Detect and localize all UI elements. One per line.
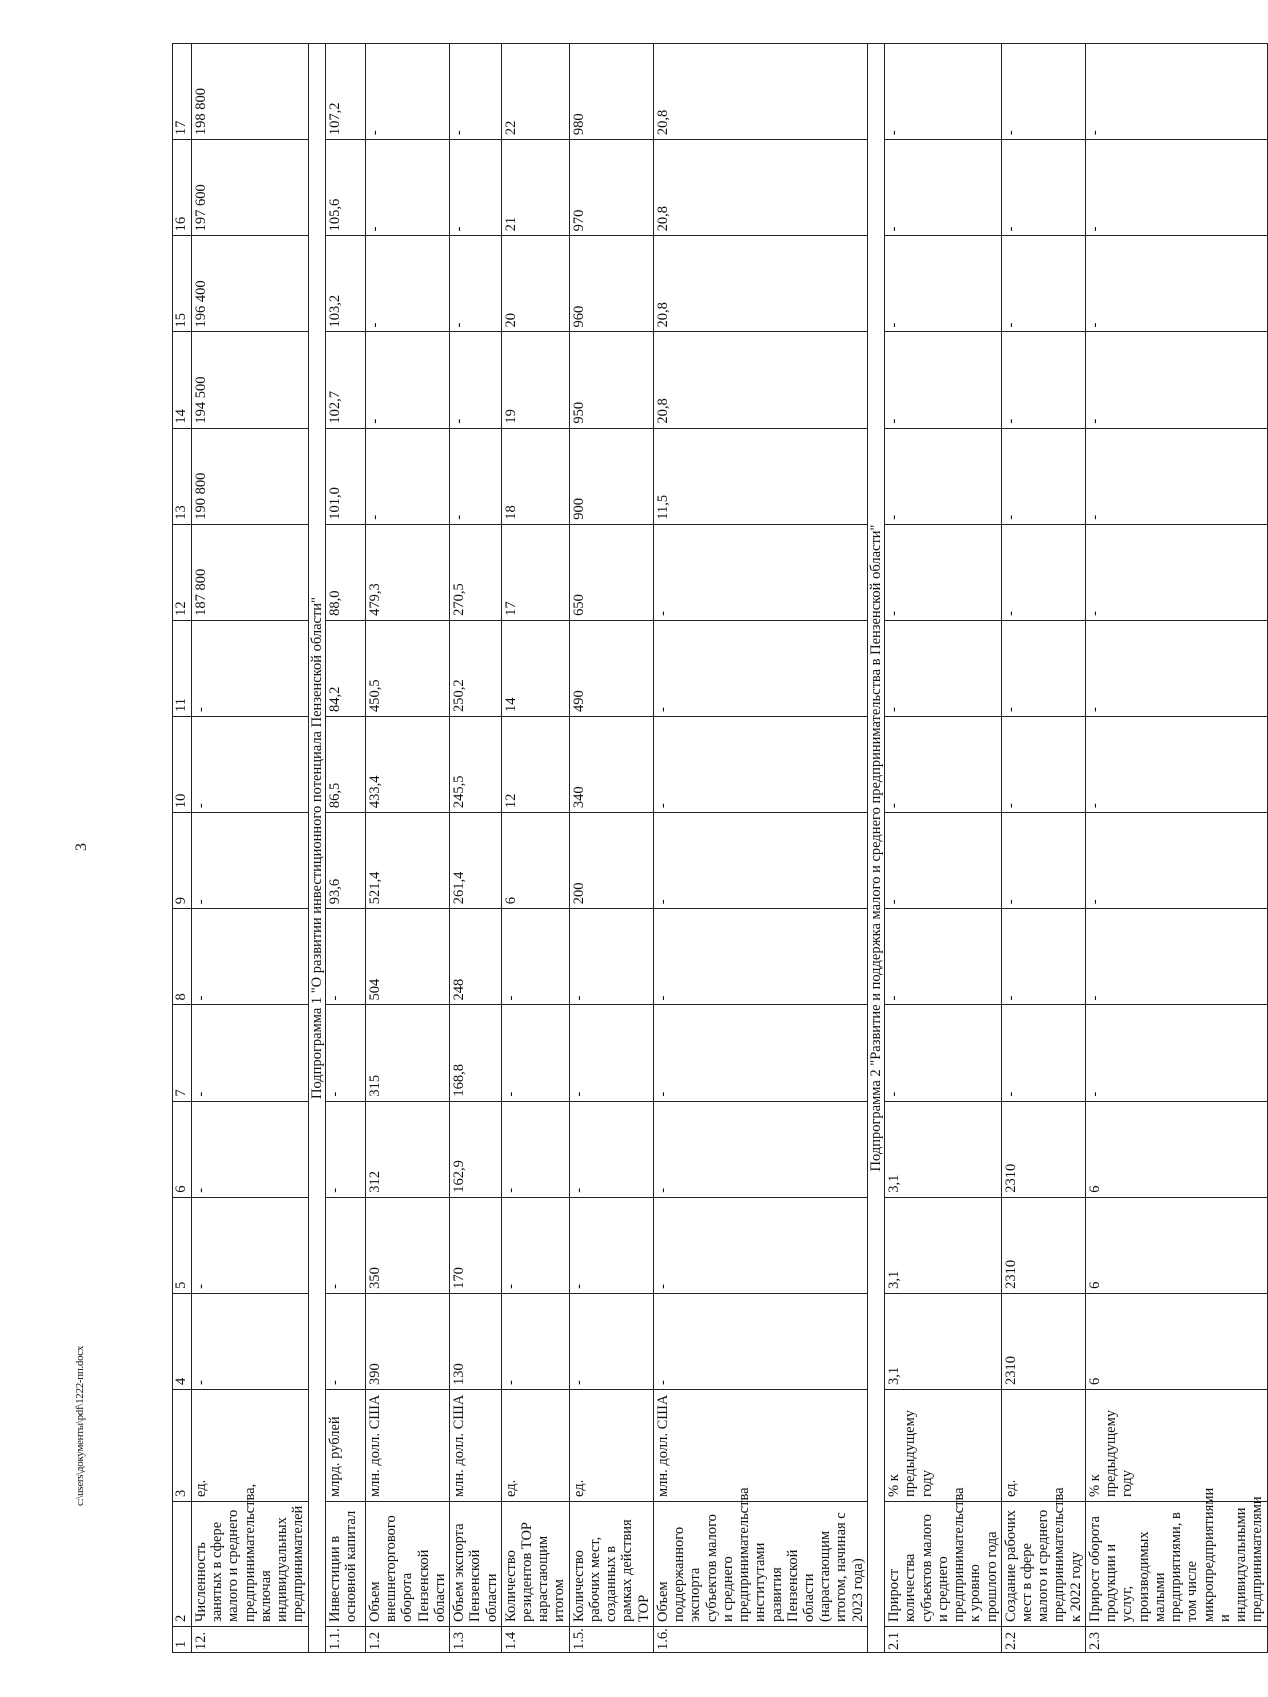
value-cell: 900	[569, 428, 653, 524]
value-cell: -	[885, 717, 1002, 813]
value-cell: 20	[501, 236, 569, 332]
value-cell: 261,4	[450, 813, 502, 909]
column-header-3: 3	[173, 1390, 192, 1502]
value-cell: 312	[365, 1101, 449, 1197]
value-cell: -	[1085, 717, 1267, 813]
value-cell: -	[192, 1005, 309, 1101]
value-cell: 18	[501, 428, 569, 524]
table-row	[885, 44, 1002, 1653]
value-cell: -	[1085, 236, 1267, 332]
value-cell: -	[1001, 620, 1085, 716]
value-cell: -	[1085, 620, 1267, 716]
unit-cell: ед.	[192, 1390, 309, 1502]
value-cell: 17	[501, 524, 569, 620]
value-cell: -	[569, 1197, 653, 1293]
row-number: 1.3	[450, 1627, 502, 1653]
row-number: 2.2	[1001, 1627, 1085, 1653]
section-row	[308, 44, 325, 1653]
value-cell: 20,8	[653, 332, 867, 428]
value-cell: 20,8	[653, 44, 867, 140]
value-cell: 950	[569, 332, 653, 428]
value-cell: 6	[1085, 1101, 1267, 1197]
value-cell: -	[365, 236, 449, 332]
value-cell: -	[653, 1005, 867, 1101]
value-cell: -	[1085, 909, 1267, 1005]
value-cell: 350	[365, 1197, 449, 1293]
table-row	[501, 44, 569, 1653]
value-cell: 270,5	[450, 524, 502, 620]
value-cell: 340	[569, 717, 653, 813]
value-cell: -	[885, 44, 1002, 140]
value-cell: 521,4	[365, 813, 449, 909]
row-number: 1.5.	[569, 1627, 653, 1653]
indicator-name: Количество рабочих мест, созданных в рамках действия ТОР	[569, 1502, 653, 1627]
row-number: 1.4	[501, 1627, 569, 1653]
value-cell: -	[365, 332, 449, 428]
value-cell: -	[1001, 1005, 1085, 1101]
value-cell: 250,2	[450, 620, 502, 716]
value-cell: 2310	[1001, 1197, 1085, 1293]
table-row	[1001, 44, 1085, 1653]
value-cell: -	[365, 428, 449, 524]
value-cell: 198 800	[192, 44, 309, 140]
value-cell: 960	[569, 236, 653, 332]
value-cell: 101,0	[325, 428, 365, 524]
value-cell: -	[192, 1293, 309, 1389]
indicator-name: Инвестиции в основной капитал	[325, 1502, 365, 1627]
value-cell: -	[450, 44, 502, 140]
table-row	[325, 44, 365, 1653]
row-number: 12.	[192, 1627, 309, 1653]
unit-cell: млн. долл. США	[365, 1390, 449, 1502]
value-cell: 102,7	[325, 332, 365, 428]
value-cell: -	[501, 909, 569, 1005]
value-cell: -	[501, 1293, 569, 1389]
value-cell: -	[1001, 44, 1085, 140]
value-cell: 12	[501, 717, 569, 813]
value-cell: 162,9	[450, 1101, 502, 1197]
value-cell: 88,0	[325, 524, 365, 620]
value-cell: -	[192, 813, 309, 909]
row-number: 1.6.	[653, 1627, 867, 1653]
value-cell: -	[653, 524, 867, 620]
indicator-name: Количество резидентов ТОР нарастающим итогом	[501, 1502, 569, 1627]
page-number: 3	[73, 843, 90, 851]
value-cell: 490	[569, 620, 653, 716]
value-cell: -	[653, 620, 867, 716]
indicator-name: Прирост количества субъектов малого и среднего предпринимательства к уровню прошлого года	[885, 1502, 1002, 1627]
section-row	[867, 44, 884, 1653]
value-cell: -	[192, 909, 309, 1005]
unit-cell: млн. долл. США	[653, 1390, 867, 1502]
header-row	[173, 44, 192, 1653]
indicator-name: Прирост оборота продукции и услуг, производимых малыми предприятиями, в том числе микропредприятиями и индивидуальными предпринимателями	[1085, 1502, 1267, 1627]
value-cell: 11,5	[653, 428, 867, 524]
value-cell: 2310	[1001, 1101, 1085, 1197]
value-cell: 3,1	[885, 1101, 1002, 1197]
column-header-16: 16	[173, 140, 192, 236]
value-cell: -	[885, 236, 1002, 332]
value-cell: -	[1001, 717, 1085, 813]
row-number: 1.1.	[325, 1627, 365, 1653]
section-title: Подпрограмма 2 "Развитие и поддержка малого и среднего предпринимательства в Пензенской области"	[867, 44, 884, 1653]
value-cell: 245,5	[450, 717, 502, 813]
value-cell: 315	[365, 1005, 449, 1101]
value-cell: -	[365, 44, 449, 140]
indicator-name: Создание рабочих мест в сфере малого и среднего предпринимательства к 2022 году	[1001, 1502, 1085, 1627]
value-cell: 168,8	[450, 1005, 502, 1101]
value-cell: 6	[1085, 1293, 1267, 1389]
value-cell: -	[653, 717, 867, 813]
value-cell: -	[569, 1005, 653, 1101]
unit-cell: ед.	[1001, 1390, 1085, 1502]
value-cell: 196 400	[192, 236, 309, 332]
value-cell: 6	[501, 813, 569, 909]
value-cell: 22	[501, 44, 569, 140]
row-number: 2.1	[885, 1627, 1002, 1653]
value-cell: 650	[569, 524, 653, 620]
value-cell: 2310	[1001, 1293, 1085, 1389]
value-cell: -	[885, 428, 1002, 524]
indicator-name: Численность занятых в сфере малого и среднего предпринимательства, включая индивидуальных предпринимателей	[192, 1502, 309, 1627]
value-cell: -	[450, 140, 502, 236]
value-cell: 504	[365, 909, 449, 1005]
value-cell: 14	[501, 620, 569, 716]
unit-cell: млн. долл. США	[450, 1390, 502, 1502]
unit-cell: ед.	[569, 1390, 653, 1502]
value-cell: -	[653, 813, 867, 909]
value-cell: 190 800	[192, 428, 309, 524]
value-cell: 479,3	[365, 524, 449, 620]
rotated-table-container	[172, 43, 1266, 1653]
value-cell: -	[1001, 332, 1085, 428]
value-cell: 21	[501, 140, 569, 236]
value-cell: 105,6	[325, 140, 365, 236]
value-cell: -	[1001, 524, 1085, 620]
value-cell: 3,1	[885, 1293, 1002, 1389]
value-cell: 248	[450, 909, 502, 1005]
unit-cell: % к предыдущему году	[885, 1390, 1002, 1502]
value-cell: -	[450, 236, 502, 332]
value-cell: -	[1085, 140, 1267, 236]
value-cell: -	[885, 140, 1002, 236]
column-header-8: 8	[173, 909, 192, 1005]
column-header-5: 5	[173, 1197, 192, 1293]
value-cell: -	[192, 1197, 309, 1293]
indicator-name: Объем поддержанного экспорта субъектов малого и среднего предпринимательства институтами развития Пензенской области (нарастающим итогом, начиная с 2023 года)	[653, 1502, 867, 1627]
value-cell: 20,8	[653, 236, 867, 332]
value-cell: -	[192, 620, 309, 716]
indicator-name: Объем внешнеторгового оборота Пензенской области	[365, 1502, 449, 1627]
value-cell: 970	[569, 140, 653, 236]
value-cell: -	[501, 1197, 569, 1293]
value-cell: -	[1085, 332, 1267, 428]
value-cell: 200	[569, 813, 653, 909]
value-cell: -	[1085, 1005, 1267, 1101]
value-cell: -	[450, 332, 502, 428]
value-cell: -	[885, 524, 1002, 620]
column-header-12: 12	[173, 524, 192, 620]
value-cell: -	[1001, 236, 1085, 332]
value-cell: -	[501, 1101, 569, 1197]
value-cell: 170	[450, 1197, 502, 1293]
value-cell: -	[365, 140, 449, 236]
table-row	[653, 44, 867, 1653]
value-cell: 450,5	[365, 620, 449, 716]
value-cell: 19	[501, 332, 569, 428]
column-header-7: 7	[173, 1005, 192, 1101]
column-header-4: 4	[173, 1293, 192, 1389]
value-cell: -	[501, 1005, 569, 1101]
section-title: Подпрограмма 1 "О развитии инвестиционного потенциала Пензенской области"	[308, 44, 325, 1653]
value-cell: 6	[1085, 1197, 1267, 1293]
value-cell: -	[1085, 524, 1267, 620]
value-cell: -	[1085, 44, 1267, 140]
value-cell: -	[1085, 428, 1267, 524]
table-row	[1085, 44, 1267, 1653]
value-cell: -	[192, 717, 309, 813]
value-cell: -	[325, 1101, 365, 1197]
value-cell: -	[885, 813, 1002, 909]
column-header-17: 17	[173, 44, 192, 140]
value-cell: 433,4	[365, 717, 449, 813]
table-row	[450, 44, 502, 1653]
column-header-2: 2	[173, 1502, 192, 1627]
value-cell: 980	[569, 44, 653, 140]
value-cell: -	[325, 1293, 365, 1389]
value-cell: -	[325, 1005, 365, 1101]
value-cell: -	[1001, 909, 1085, 1005]
value-cell: 3,1	[885, 1197, 1002, 1293]
table-row	[569, 44, 653, 1653]
value-cell: 130	[450, 1293, 502, 1389]
value-cell: -	[325, 909, 365, 1005]
unit-cell: % к предыдущему году	[1085, 1390, 1267, 1502]
column-header-14: 14	[173, 332, 192, 428]
unit-cell: млрд. рублей	[325, 1390, 365, 1502]
column-header-9: 9	[173, 813, 192, 909]
value-cell: 194 500	[192, 332, 309, 428]
value-cell: -	[653, 1101, 867, 1197]
column-header-6: 6	[173, 1101, 192, 1197]
value-cell: 20,8	[653, 140, 867, 236]
column-header-1: 1	[173, 1627, 192, 1653]
value-cell: -	[1085, 813, 1267, 909]
footer-file-path: c:\users\документы\pdf\1222-пп.docx	[74, 1345, 86, 1506]
column-header-11: 11	[173, 620, 192, 716]
value-cell: -	[653, 1293, 867, 1389]
column-header-13: 13	[173, 428, 192, 524]
value-cell: -	[569, 1101, 653, 1197]
row-number: 2.3	[1085, 1627, 1267, 1653]
value-cell: -	[569, 1293, 653, 1389]
indicator-name: Объем экспорта Пензенской области	[450, 1502, 502, 1627]
value-cell: -	[450, 428, 502, 524]
value-cell: 103,2	[325, 236, 365, 332]
value-cell: -	[885, 909, 1002, 1005]
value-cell: -	[885, 332, 1002, 428]
value-cell: 390	[365, 1293, 449, 1389]
table-row	[192, 44, 309, 1653]
value-cell: -	[569, 909, 653, 1005]
value-cell: -	[192, 1101, 309, 1197]
row-number: 1.2	[365, 1627, 449, 1653]
value-cell: -	[653, 1197, 867, 1293]
value-cell: -	[1001, 140, 1085, 236]
value-cell: 107,2	[325, 44, 365, 140]
value-cell: -	[885, 620, 1002, 716]
value-cell: 197 600	[192, 140, 309, 236]
value-cell: 86,5	[325, 717, 365, 813]
column-header-15: 15	[173, 236, 192, 332]
value-cell: -	[1001, 813, 1085, 909]
value-cell: -	[653, 909, 867, 1005]
column-header-10: 10	[173, 717, 192, 813]
value-cell: -	[1001, 428, 1085, 524]
table-row	[365, 44, 449, 1653]
value-cell: -	[885, 1005, 1002, 1101]
value-cell: 84,2	[325, 620, 365, 716]
value-cell: 93,6	[325, 813, 365, 909]
value-cell: -	[325, 1197, 365, 1293]
unit-cell: ед.	[501, 1390, 569, 1502]
value-cell: 187 800	[192, 524, 309, 620]
indicators-table	[172, 43, 1268, 1653]
